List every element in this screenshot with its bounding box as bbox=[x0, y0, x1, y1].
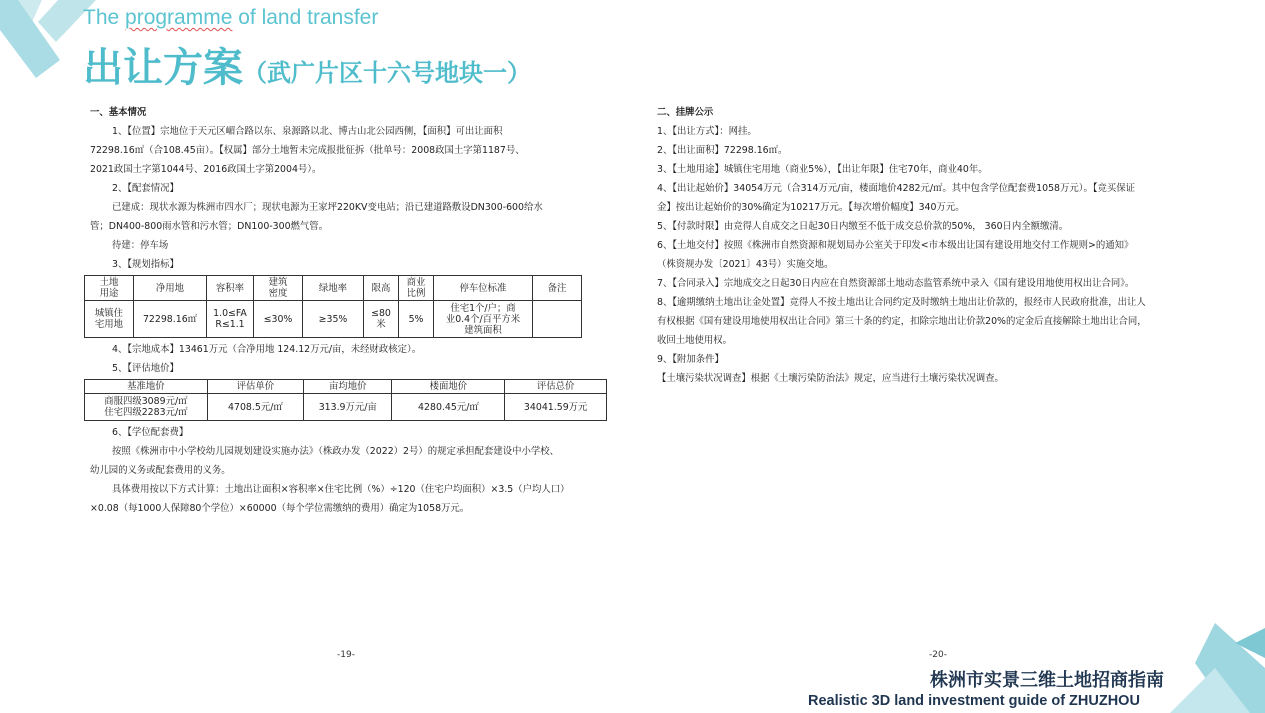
table-cell bbox=[134, 301, 207, 338]
table-header-cell bbox=[303, 276, 364, 301]
table-header-cell bbox=[399, 276, 434, 301]
paragraph1-line1: 1、【位置】宗地位于天元区嵋合路以东、泉源路以北、博古山北公园西侧，【面积】可出让面积 bbox=[112, 126, 503, 137]
table-header-cell bbox=[207, 380, 303, 394]
td-far: 1.0≤FA R≤1.1 bbox=[213, 308, 247, 330]
item4-starting-price-line1: 4、【出让起始价】34054万元（合314万元/亩，楼面地价4282元/㎡。其中包含学位配套费1058万元）。【竞买保证 bbox=[657, 183, 1136, 194]
title-en-pre: The bbox=[83, 6, 126, 29]
page-number-left: -19- bbox=[337, 650, 355, 660]
item5-payment-deadline: 5、【付款时限】由竞得人自成交之日起30日内缴至不低于成交总价款的50%， 360日内全额缴清。 bbox=[657, 221, 1069, 232]
th-far: 容积率 bbox=[215, 282, 245, 294]
title-cn-main: 出让方案 bbox=[83, 45, 243, 91]
paragraph6-line3: 具体费用按以下方式计算：土地出让面积×容积率×住宅比例（%）÷120（住宅户均面积）×3.5（户均人口） bbox=[112, 484, 570, 495]
planning-table-header-row bbox=[85, 276, 582, 301]
table-cell bbox=[434, 301, 533, 338]
paragraph6-line2: 幼儿园的义务或配套费用的义务。 bbox=[90, 465, 231, 476]
td-net-land: 72298.16㎡ bbox=[142, 313, 198, 325]
item3-land-use: 3、【土地用途】城镇住宅用地（商业5%），【出让年限】住宅70年，商业40年。 bbox=[657, 164, 988, 175]
td-base-price: 商服四级3089元/㎡ 住宅四级2283元/㎡ bbox=[104, 396, 188, 418]
th-height: 限高 bbox=[371, 282, 391, 294]
land-price-evaluation-table bbox=[84, 379, 607, 421]
paragraph2-line2: 管；DN400-800雨水管和污水管；DN100-300燃气管。 bbox=[90, 221, 329, 232]
table-cell bbox=[505, 394, 607, 421]
table-header-cell bbox=[85, 380, 208, 394]
th-base-price: 基准地价 bbox=[127, 381, 165, 392]
table-header-cell bbox=[207, 276, 254, 301]
item2-transfer-area: 2、【出让面积】72298.16㎡。 bbox=[657, 145, 788, 156]
table-cell bbox=[254, 301, 303, 338]
footer-title-chinese: 株洲市实景三维土地招商指南 bbox=[930, 670, 1164, 691]
td-total-price: 34041.59万元 bbox=[523, 401, 588, 413]
paragraph6-line1: 按照《株洲市中小学校幼儿园规划建设实施办法》（株政办发（2022）2号）的规定承担配套建设中小学校、 bbox=[112, 446, 560, 457]
paragraph5-title: 5、【评估地价】 bbox=[112, 363, 179, 374]
item4-starting-price-line2: 金】按出让起始价的30%确定为10217万元。【每次增价幅度】340万元。 bbox=[657, 202, 965, 213]
evaluation-table-data-row bbox=[85, 394, 607, 421]
td-per-mu-price: 313.9万元/亩 bbox=[318, 401, 377, 413]
paragraph3-title: 3、【规划指标】 bbox=[112, 259, 179, 270]
left-page-content bbox=[90, 103, 607, 518]
paragraph2-line1: 已建成：现状水源为株洲市四水厂；现状电源为王家坪220KV变电站；沿已建道路敷设DN300-600给水 bbox=[112, 202, 543, 213]
item8-overdue-line1: 8、【逾期缴纳土地出让金处置】竞得人不按土地出让合同约定及时缴纳土地出让价款的，报经市人民政府批准，出让人 bbox=[657, 297, 1146, 308]
title-en-underlined: programme bbox=[125, 6, 233, 29]
th-green: 绿地率 bbox=[318, 282, 348, 294]
right-page-content bbox=[657, 103, 1223, 388]
th-density: 建筑 密度 bbox=[268, 277, 288, 299]
item1-transfer-method: 1、【出让方式】：网挂。 bbox=[657, 126, 757, 137]
table-header-cell bbox=[364, 276, 399, 301]
section2-heading: 二、挂牌公示 bbox=[657, 107, 714, 118]
section1-heading: 一、基本情况 bbox=[90, 107, 147, 118]
table-header-cell bbox=[392, 380, 505, 394]
table-header-cell bbox=[304, 380, 392, 394]
paragraph1-line3: 2021政国土字第1044号、2016政国土字第2004号）。 bbox=[90, 164, 322, 175]
item7-contract-entry: 7、【合同录入】宗地成交之日起30日内应在自然资源部土地动态监管系统中录入《国有建设用地使用权出让合同》。 bbox=[657, 278, 1135, 289]
table-header-cell bbox=[134, 276, 207, 301]
paragraph6-line4: ×0.08（每1000人保障80个学位）×60000（每个学位需缴纳的费用）确定为1058万元。 bbox=[90, 503, 470, 514]
planning-indicator-table bbox=[84, 275, 582, 338]
item8-overdue-line3: 收回土地使用权。 bbox=[657, 335, 733, 346]
td-density: ≤30% bbox=[263, 313, 293, 325]
paragraph4: 4、【宗地成本】13461万元（合净用地 124.12万元/亩，未经财政核定）。 bbox=[112, 344, 422, 355]
th-floor-price: 楼面地价 bbox=[429, 381, 468, 392]
paragraph1-line2: 72298.16㎡（合108.45亩）。【权属】部分土地暂未完成报批征拆（批单号：2008政国土字第1187号、 bbox=[90, 145, 525, 156]
table-cell bbox=[364, 301, 399, 338]
th-remark: 备注 bbox=[547, 282, 567, 294]
td-height: ≤80 米 bbox=[371, 308, 391, 330]
td-green: ≥35% bbox=[318, 313, 348, 325]
table-header-cell bbox=[85, 276, 134, 301]
page-number-right: -20- bbox=[929, 650, 947, 660]
table-cell bbox=[207, 394, 303, 421]
paragraph6-title: 6、【学位配套费】 bbox=[112, 427, 189, 438]
th-unit-price: 评估单价 bbox=[236, 381, 275, 392]
th-net-land: 净用地 bbox=[155, 282, 185, 294]
th-parking: 停车位标准 bbox=[459, 282, 507, 294]
item9-soil-survey: 【土壤污染状况调查】根据《土壤污染防治法》规定，应当进行土壤污染状况调查。 bbox=[657, 373, 1004, 384]
th-land-use: 土地 用途 bbox=[99, 277, 119, 299]
th-per-mu-price: 亩均地价 bbox=[329, 381, 367, 392]
th-total-price: 评估总价 bbox=[536, 381, 575, 392]
paragraph2-title: 2、【配套情况】 bbox=[112, 183, 179, 194]
evaluation-table-header-row bbox=[85, 380, 607, 394]
title-english bbox=[83, 6, 378, 30]
td-unit-price: 4708.5元/㎡ bbox=[228, 401, 283, 413]
title-chinese bbox=[83, 36, 531, 93]
table-header-cell bbox=[434, 276, 533, 301]
planning-table-data-row bbox=[85, 301, 582, 338]
footer-title-english: Realistic 3D land investment guide of ZHUZHOU bbox=[808, 693, 1140, 709]
table-cell bbox=[399, 301, 434, 338]
table-cell bbox=[85, 394, 208, 421]
td-commercial-ratio: 5% bbox=[408, 313, 424, 325]
item6-land-delivery-line1: 6、【土地交付】按照《株洲市自然资源和规划局办公室关于印发<市本级出让国有建设用地交付工作规则>的通知》 bbox=[657, 240, 1134, 251]
item6-land-delivery-line2: （株资规办发〔2021〕43号）实施交地。 bbox=[657, 259, 834, 270]
table-cell bbox=[304, 394, 392, 421]
td-land-use: 城镇住 宅用地 bbox=[94, 308, 124, 330]
item8-overdue-line2: 有权根据《国有建设用地使用权出让合同》第三十条的约定，扣除宗地出让价款20%的定金后直接解除土地出让合同， bbox=[657, 316, 1147, 327]
td-floor-price: 4280.45元/㎡ bbox=[418, 401, 479, 413]
table-header-cell bbox=[505, 380, 607, 394]
td-parking: 住宅1个/户；商 业0.4个/百平方米 建筑面积 bbox=[445, 302, 521, 336]
title-cn-subtitle: （武广片区十六号地块一） bbox=[243, 59, 531, 87]
title-en-post: of land transfer bbox=[232, 6, 379, 29]
table-header-cell bbox=[254, 276, 303, 301]
table-cell bbox=[392, 394, 505, 421]
table-cell bbox=[533, 301, 582, 338]
table-cell bbox=[207, 301, 254, 338]
table-header-cell bbox=[533, 276, 582, 301]
item9-additional-conditions: 9、【附加条件】 bbox=[657, 354, 724, 365]
th-commercial-ratio: 商业 比例 bbox=[406, 277, 426, 299]
table-cell bbox=[85, 301, 134, 338]
paragraph2-line3: 待建：停车场 bbox=[112, 240, 169, 251]
table-cell bbox=[303, 301, 364, 338]
